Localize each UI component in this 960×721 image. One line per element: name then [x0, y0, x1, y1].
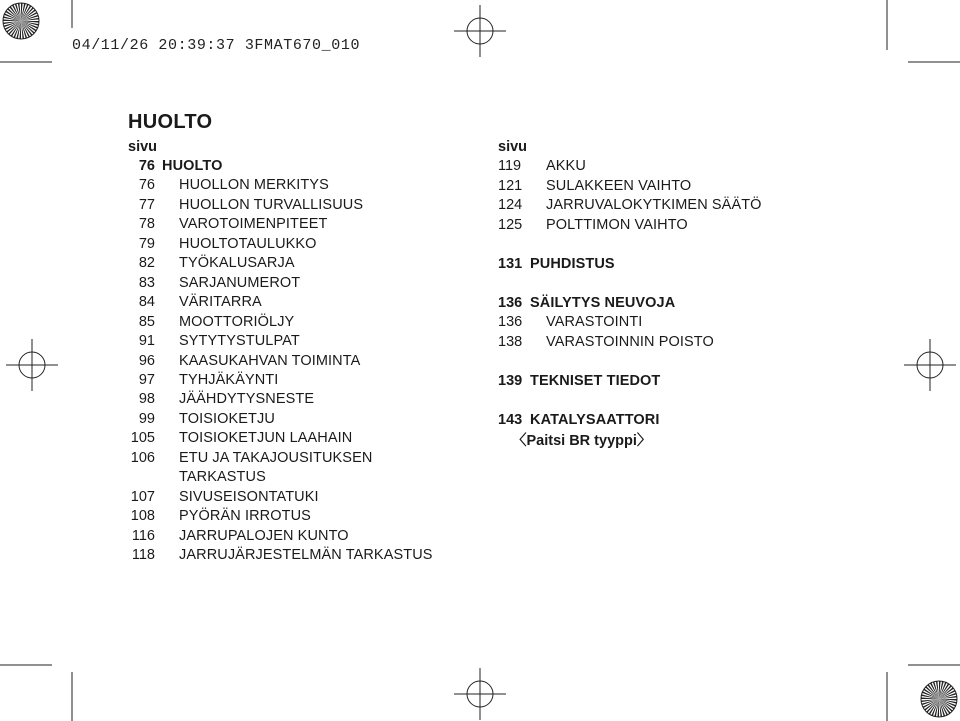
toc-entry — [0, 546, 960, 565]
toc-entry-label: JARRUVALOKYTKIMEN SÄÄTÖ — [546, 197, 762, 213]
toc-entry-label: VARASTOINTI — [546, 314, 643, 330]
toc-page-number: 91 — [138, 333, 155, 350]
toc-page-number: 107 — [130, 488, 155, 505]
toc-entry — [0, 507, 960, 526]
toc-entry — [0, 294, 960, 313]
starburst-mark-top-left — [3, 3, 39, 39]
toc-page-number: 76 — [138, 177, 155, 194]
toc-entry — [0, 216, 960, 235]
toc-entry-label: SULAKKEEN VAIHTO — [546, 177, 692, 194]
toc-entry-label: JARRUJÄRJESTELMÄN TARKASTUS — [179, 547, 433, 563]
toc-page-number: 139 — [498, 372, 523, 389]
toc-page-number: 105 — [130, 430, 155, 447]
toc-entry-label: VARASTOINNIN POISTO — [546, 333, 714, 350]
toc-entry-label: SARJANUMEROT — [179, 274, 301, 291]
toc-page-number: 96 — [138, 352, 155, 369]
toc-entry-label: HUOLLON TURVALLISUUS — [179, 196, 364, 213]
toc-entry-label: TYÖKALUSARJA — [179, 255, 295, 272]
toc-entry-label: SIVUSEISONTATUKI — [179, 488, 319, 505]
toc-entry-label: PYÖRÄN IRROTUS — [179, 508, 311, 525]
left-column-label: sivu — [128, 139, 158, 155]
toc-entry — [0, 235, 960, 254]
toc-entry — [0, 177, 960, 196]
toc-page-number: 78 — [138, 216, 155, 233]
toc-page-number: 131 — [498, 255, 523, 272]
print-header: 04/11/26 20:39:37 3FMAT670_010 — [72, 37, 361, 54]
toc-page-number: 108 — [130, 508, 155, 525]
toc-entry-label: HUOLLON MERKITYS — [179, 177, 329, 194]
toc-entry — [0, 255, 960, 274]
toc-page-number: 116 — [131, 527, 155, 544]
crosshair-mark-bottom — [454, 668, 506, 720]
toc-page-number: 82 — [138, 255, 155, 272]
toc-page-number: 138 — [498, 333, 523, 350]
right-column-label: sivu — [498, 139, 528, 155]
toc-page-number: 118 — [131, 547, 155, 563]
toc-entry — [0, 157, 960, 176]
toc-page-number: 97 — [138, 371, 155, 388]
page-title: HUOLTO — [128, 111, 213, 133]
toc-entry — [0, 313, 960, 332]
toc-page-number: 136 — [498, 294, 523, 311]
starburst-mark-bottom-right — [921, 681, 957, 717]
crosshair-mark-top — [454, 5, 506, 57]
toc-page-number: 143 — [498, 411, 523, 428]
toc-entry-label: KATALYSAATTORI — [530, 411, 660, 428]
toc-entry-label: TOISIOKETJU — [179, 410, 275, 427]
toc-page-number: 125 — [498, 216, 523, 233]
toc-entry-label: ETU JA TAKAJOUSITUKSEN — [179, 449, 373, 466]
toc-entry — [0, 196, 960, 215]
toc-page-number: 136 — [498, 314, 523, 330]
toc-page-number: 99 — [138, 410, 155, 427]
toc-entry-label: JÄÄHDYTYSNESTE — [179, 391, 315, 408]
toc-page-number: 119 — [498, 158, 522, 174]
toc-entry-label: HUOLTO — [162, 158, 223, 174]
toc-page-number: 83 — [138, 274, 155, 291]
toc-entry — [0, 352, 960, 371]
toc-entry — [0, 488, 960, 507]
toc-page-number: 79 — [138, 235, 155, 252]
toc-entry — [0, 527, 960, 546]
toc-page-number: 106 — [130, 449, 155, 466]
toc-page-number: 76 — [138, 158, 155, 174]
toc-entry-label: SYTYTYSTULPAT — [179, 333, 300, 350]
toc-page-number: 85 — [138, 313, 155, 330]
toc-entry-label: MOOTTORIÖLJY — [179, 313, 295, 330]
toc-entry-label: POLTTIMON VAIHTO — [546, 216, 688, 233]
toc-entry — [0, 390, 960, 409]
toc-page-number: 124 — [498, 197, 523, 213]
toc-entry — [0, 429, 960, 448]
toc-entry-label: KAASUKAHVAN TOIMINTA — [179, 352, 361, 369]
toc-entry — [0, 468, 960, 487]
toc-page-number: 84 — [138, 294, 155, 311]
toc-entry — [0, 411, 960, 430]
toc-entry-label: SÄILYTYS NEUVOJA — [530, 294, 676, 311]
toc-entry-label: VAROTOIMENPITEET — [179, 216, 328, 233]
toc-entry-label: TEKNISET TIEDOT — [530, 372, 661, 389]
toc-entry — [0, 449, 960, 468]
toc-entry — [0, 274, 960, 293]
model-note: 〈Paitsi BR tyyppi〉 — [512, 433, 652, 449]
toc-entry-label: VÄRITARRA — [179, 294, 262, 311]
toc-entry-label: HUOLTOTAULUKKO — [179, 235, 317, 252]
toc-page-number: 98 — [138, 391, 155, 408]
toc-entry — [0, 372, 960, 391]
toc-entry-label: PUHDISTUS — [530, 255, 615, 272]
toc-entry-label: TYHJÄKÄYNTI — [179, 371, 279, 388]
toc-entry-label: AKKU — [546, 158, 586, 174]
toc-entry-label: TARKASTUS — [179, 469, 266, 486]
toc-entry-label: JARRUPALOJEN KUNTO — [179, 527, 349, 544]
toc-entry — [0, 333, 960, 352]
toc-page-number: 121 — [498, 177, 523, 194]
toc-page-number: 77 — [138, 196, 155, 213]
toc-entry-label: TOISIOKETJUN LAAHAIN — [179, 430, 353, 447]
